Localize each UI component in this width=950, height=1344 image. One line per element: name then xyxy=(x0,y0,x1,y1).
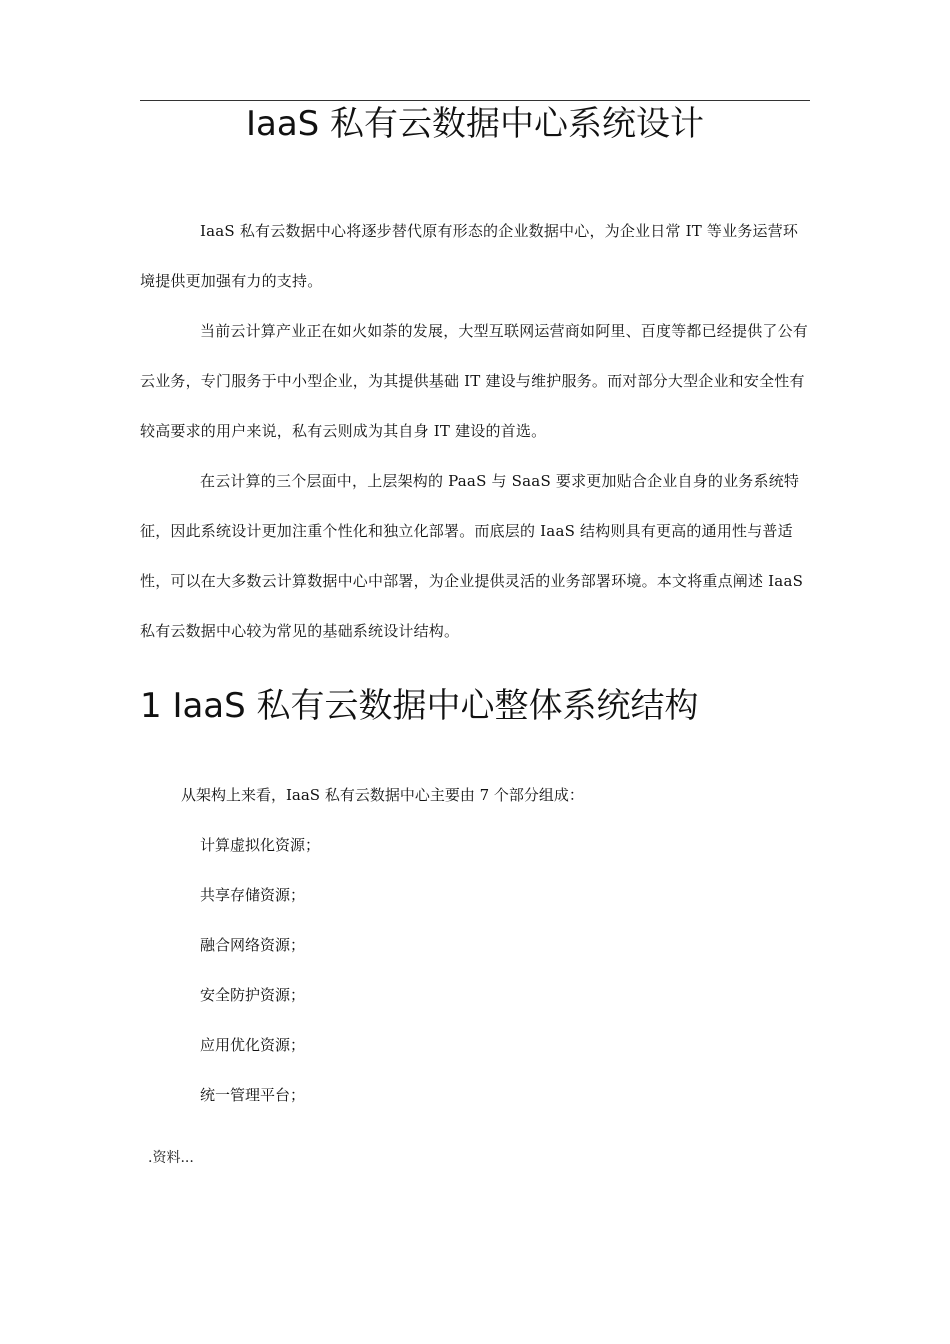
paragraph-industry: 当前云计算产业正在如火如荼的发展，大型互联网运营商如阿里、百度等都已经提供了公有云业务，专门服务于中小型企业，为其提供基础 IT 建设与维护服务。而对部分大型企业和安全性有较高要求的用户来说，私有云则成为其自身 IT 建设的首选。 xyxy=(140,322,809,440)
document-title: IaaS 私有云数据中心系统设计 xyxy=(245,104,705,144)
section-heading: 1 IaaS 私有云数据中心整体系统结构 xyxy=(140,686,699,726)
list-item-security: 安全防护资源； xyxy=(200,986,306,1004)
footer-note: .资料... xyxy=(148,1150,194,1166)
paragraph-intro: IaaS 私有云数据中心将逐步替代原有形态的企业数据中心，为企业日常 IT 等业务运营环境提供更加强有力的支持。 xyxy=(140,222,799,290)
list-item-compute: 计算虚拟化资源； xyxy=(200,836,321,854)
header-rule xyxy=(140,100,810,101)
paragraph-layers: 在云计算的三个层面中，上层架构的 PaaS 与 SaaS 要求更加贴合企业自身的业务系统特征，因此系统设计更加注重个性化和独立化部署。而底层的 IaaS 结构则具有更高的通用性与普适性，可以在大多数云计算数据中心中部署，为企业提供灵活的业务部署环境。本文将重点阐述 IaaS 私有云数据中心较为常见的基础系统设计结构。 xyxy=(140,472,804,640)
list-item-management: 统一管理平台； xyxy=(200,1086,306,1104)
section-intro: 从架构上来看，IaaS 私有云数据中心主要由 7 个部分组成： xyxy=(181,786,584,804)
component-list xyxy=(200,820,320,1120)
list-item-app-optimization: 应用优化资源； xyxy=(200,1036,306,1054)
list-item-storage: 共享存储资源； xyxy=(200,886,306,904)
list-item-network: 融合网络资源； xyxy=(200,936,306,954)
